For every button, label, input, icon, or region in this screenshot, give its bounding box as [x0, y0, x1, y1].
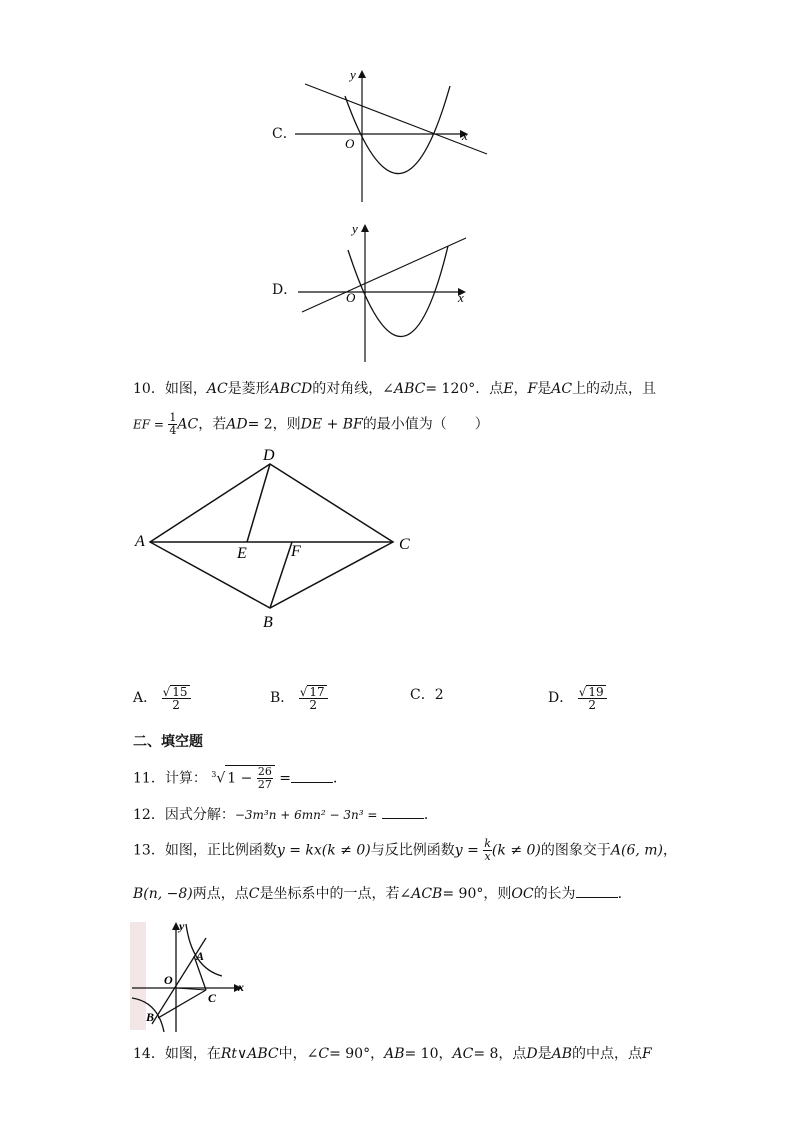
- label-d: D: [263, 447, 275, 464]
- option-d-label: D．: [272, 282, 298, 298]
- parabola: [345, 86, 450, 174]
- y-label: y: [352, 221, 358, 236]
- straight-line: [302, 238, 466, 312]
- origin-label: O: [164, 973, 173, 987]
- q10-line1: 10．如图，AC是菱形ABCD的对角线，∠ABC= 120°．点E，F是AC上的动点，且: [133, 381, 657, 397]
- label-a: A: [135, 533, 145, 550]
- rhombus-figure: [130, 440, 430, 635]
- label-c: C: [399, 536, 410, 553]
- y-label: y: [350, 67, 356, 82]
- y-label: y: [179, 919, 185, 933]
- q11: 11．计算： $^3$√ 1 − $\frac{26}{27}$ = ．: [133, 765, 348, 792]
- y-axis-arrow: [361, 224, 369, 232]
- answer-blank[interactable]: [291, 768, 333, 783]
- parabola: [348, 246, 448, 337]
- q12: 12．因式分解：−3m³n + 6mn² − 3n³ = ．: [133, 804, 438, 825]
- segment-de: [247, 464, 270, 542]
- q13-line1: 13．如图，正比例函数y = kx(k ≠ 0)与反比例函数y = $\frac{k}{x}$ (k ≠ 0)的图象交于A(6, m)，: [133, 837, 677, 863]
- x-label: x: [462, 128, 468, 143]
- answer-blank[interactable]: [576, 883, 618, 898]
- q10-option-a[interactable]: A． $\frac{√ 15}{2}$: [133, 685, 191, 711]
- scan-artifact: [130, 922, 146, 1030]
- rhombus-outline: [150, 464, 393, 608]
- q10-option-c[interactable]: C．2: [410, 687, 444, 703]
- label-b: B: [263, 614, 273, 631]
- straight-line: [305, 84, 487, 154]
- origin-label: O: [346, 290, 356, 305]
- label-b: B: [146, 1010, 155, 1024]
- label-a: A: [196, 949, 205, 963]
- label-c: C: [208, 991, 217, 1005]
- label-f: F: [291, 543, 301, 560]
- section-title: 二、填空题: [133, 734, 203, 750]
- y-axis-arrow: [358, 70, 366, 78]
- q10-option-b[interactable]: B． $\frac{√ 17}{2}$: [270, 685, 328, 711]
- graph-d: [290, 220, 500, 365]
- option-c-label: C．: [272, 126, 297, 142]
- label-e: E: [237, 545, 247, 562]
- answer-blank[interactable]: [382, 804, 424, 819]
- q13-figure: [128, 918, 250, 1036]
- origin-label: O: [345, 136, 355, 151]
- x-label: x: [458, 290, 464, 305]
- q13-line2: B(n, −8)两点，点C是坐标系中的一点，若∠ACB= 90°，则OC的长为 ．: [133, 883, 632, 904]
- q10-option-d[interactable]: D． $\frac{√ 19}{2}$: [548, 685, 607, 711]
- graph-c: [290, 66, 500, 206]
- q14: 14．如图，在Rt∨ABC中，∠C= 90°，AB= 10，AC= 8，点D是AB的中点，点F: [133, 1046, 652, 1062]
- x-label: x: [238, 980, 244, 994]
- q10-line2: EF = $\frac{1}{4}$ AC，若AD= 2，则DE + BF的最小值为（ ）: [133, 411, 489, 437]
